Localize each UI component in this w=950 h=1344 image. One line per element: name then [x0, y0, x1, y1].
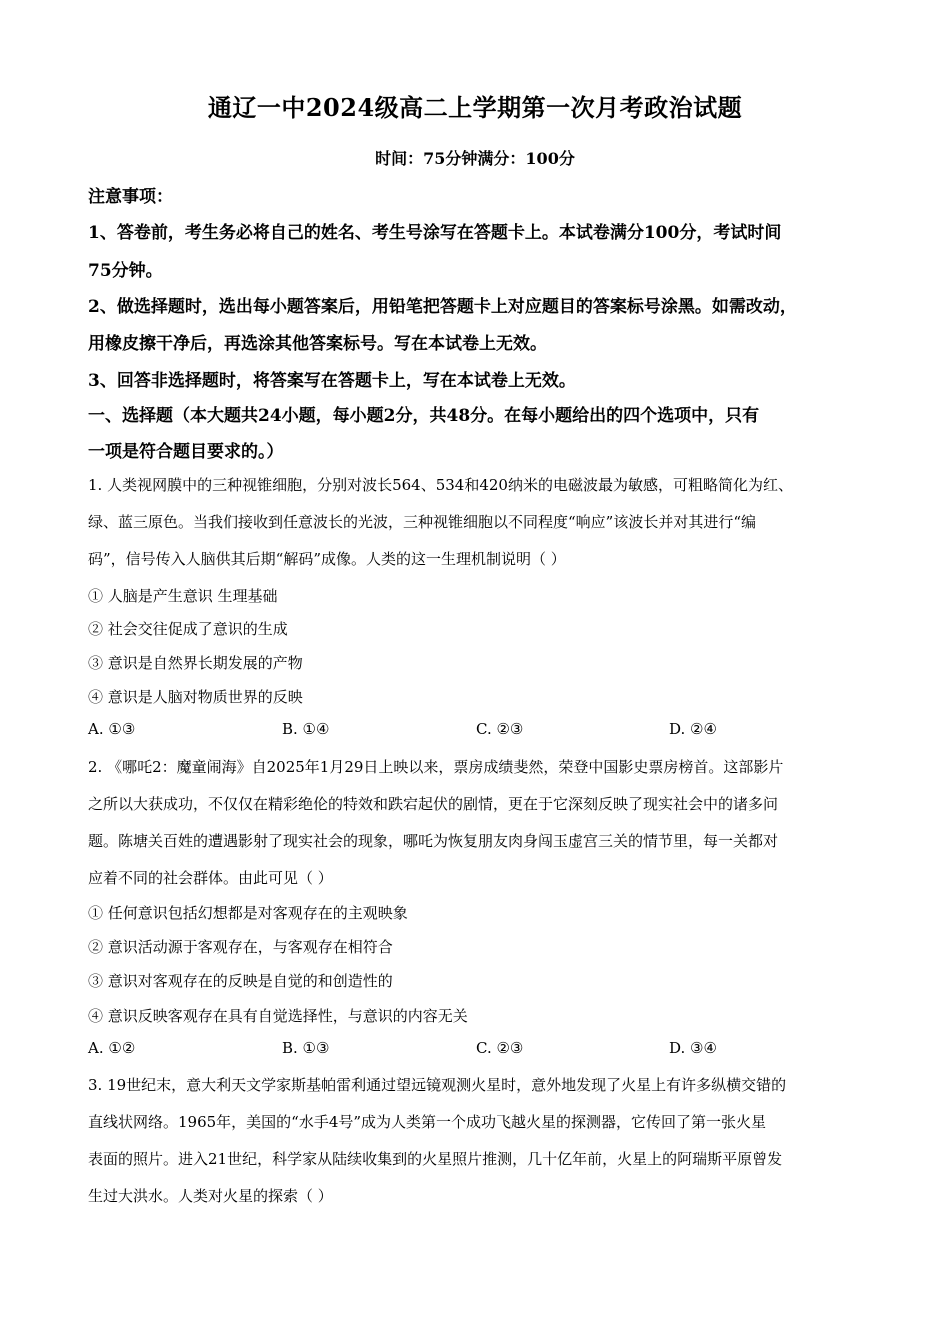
- notice-item-1: 1、答卷前，考生务必将自己的姓名、考生号涂写在答题卡上。本试卷满分100分，考试时间: [88, 223, 782, 243]
- q2-statement: ② 意识活动源于客观存在，与客观存在相符合: [88, 938, 393, 956]
- q2-option-b: B. ①③: [282, 1039, 330, 1057]
- notice-item-1-cont: 75分钟。: [88, 261, 163, 281]
- q2-option-d: D. ③④: [669, 1039, 717, 1057]
- q2-statement: ④ 意识反映客观存在具有自觉选择性，与意识的内容无关: [88, 1007, 468, 1025]
- notice-heading: 注意事项：: [88, 187, 173, 207]
- q1-statement: ③ 意识是自然界长期发展的产物: [88, 654, 303, 672]
- q1-stem-line: 1. 人类视网膜中的三种视锥细胞，分别对波长564、534和420纳米的电磁波最为敏感，可粗略简化为红、: [88, 476, 793, 494]
- q2-option-c: C. ②③: [476, 1039, 524, 1057]
- q1-statement: ① 人脑是产生意识 生理基础: [88, 587, 278, 605]
- q2-stem-line: 2. 《哪吒2：魔童闹海》自2025年1月29日上映以来，票房成绩斐然，荣登中国影史票房榜首。这部影片: [88, 758, 784, 776]
- q3-stem-line: 直线状网络。1965年，美国的“水手4号”成为人类第一个成功飞越火星的探测器，它传回了第一张火星: [88, 1113, 767, 1131]
- q1-option-a: A. ①③: [88, 720, 136, 738]
- q3-stem-line: 表面的照片。进入21世纪，科学家从陆续收集到的火星照片推测，几十亿年前，火星上的阿瑞斯平原曾发: [88, 1150, 783, 1168]
- q2-option-a: A. ①②: [88, 1039, 136, 1057]
- q2-stem-line: 应着不同的社会群体。由此可见（ ）: [88, 869, 333, 887]
- q2-statement: ① 任何意识包括幻想都是对客观存在的主观映象: [88, 904, 408, 922]
- q1-stem-line: 绿、蓝三原色。当我们接收到任意波长的光波，三种视锥细胞以不同程度“响应”该波长并对其进行“编: [88, 513, 757, 531]
- q2-stem-line: 之所以大获成功，不仅仅在精彩绝伦的特效和跌宕起伏的剧情，更在于它深刻反映了现实社会中的诸多问: [88, 795, 779, 813]
- q1-statement: ② 社会交往促成了意识的生成: [88, 620, 288, 638]
- section-heading: 一、选择题（本大题共24小题，每小题2分，共48分。在每小题给出的四个选项中，只有: [88, 406, 760, 426]
- page-title: 通辽一中2024级高二上学期第一次月考政治试题: [207, 93, 743, 122]
- exam-time-score: 时间：75分钟满分：100分: [375, 149, 575, 168]
- notice-item-2-cont: 用橡皮擦干净后，再选涂其他答案标号。写在本试卷上无效。: [88, 334, 547, 354]
- q1-stem-line: 码”，信号传入人脑供其后期“解码”成像。人类的这一生理机制说明（ ）: [88, 550, 566, 568]
- q1-statement: ④ 意识是人脑对物质世界的反映: [88, 688, 303, 706]
- q1-option-d: D. ②④: [669, 720, 717, 738]
- section-heading-cont: 一项是符合题目要求的。）: [88, 442, 284, 462]
- q2-statement: ③ 意识对客观存在的反映是自觉的和创造性的: [88, 972, 393, 990]
- notice-item-2: 2、做选择题时，选出每小题答案后，用铅笔把答题卡上对应题目的答案标号涂黑。如需改动，: [88, 297, 797, 317]
- notice-item-3: 3、回答非选择题时，将答案写在答题卡上，写在本试卷上无效。: [88, 371, 576, 391]
- q1-option-c: C. ②③: [476, 720, 524, 738]
- q1-option-b: B. ①④: [282, 720, 330, 738]
- q3-stem-line: 生过大洪水。人类对火星的探索（ ）: [88, 1187, 333, 1205]
- q2-stem-line: 题。陈塘关百姓的遭遇影射了现实社会的现象，哪吒为恢复朋友肉身闯玉虚宫三关的情节里，每一关都对: [88, 832, 779, 850]
- q3-stem-line: 3. 19世纪末，意大利天文学家斯基帕雷利通过望远镜观测火星时，意外地发现了火星上有许多纵横交错的: [88, 1076, 787, 1094]
